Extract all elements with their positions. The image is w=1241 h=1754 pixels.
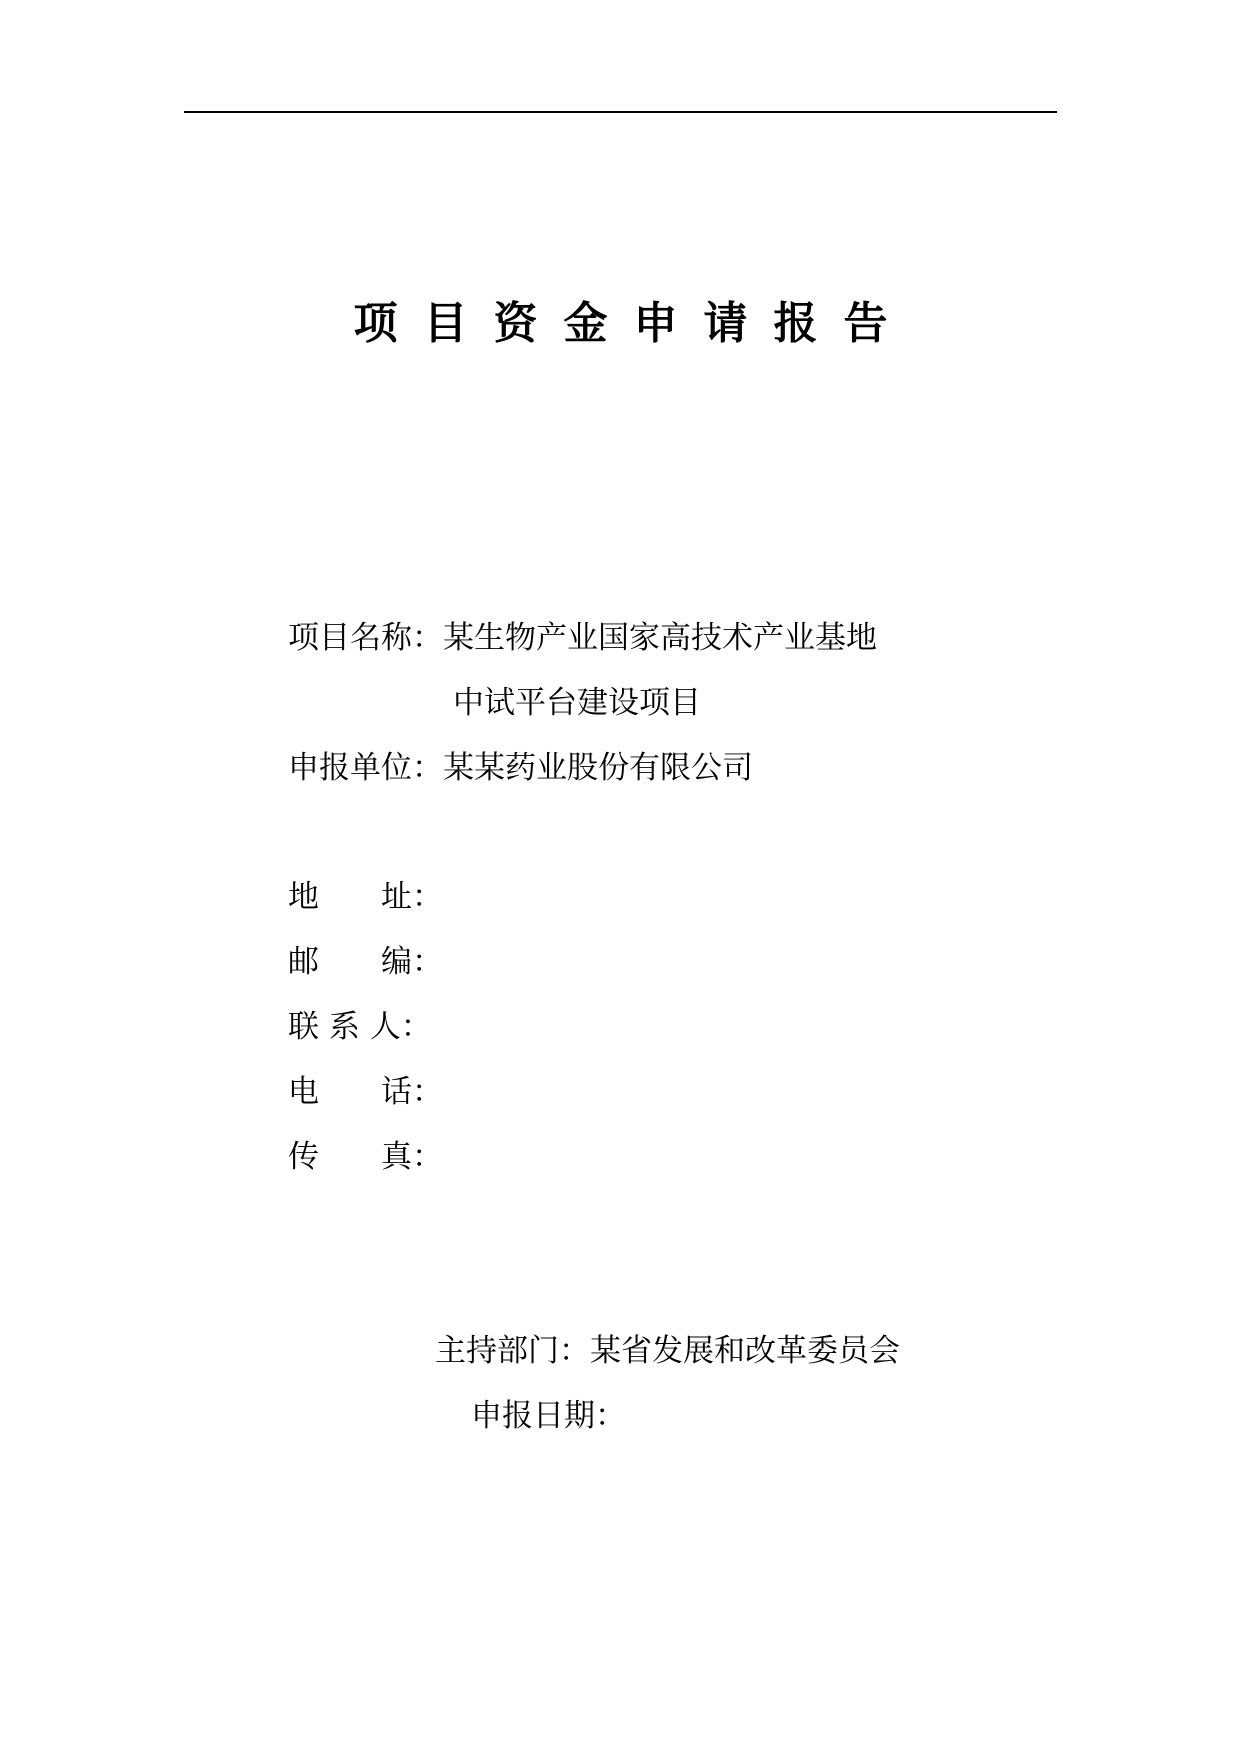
contact-person-row	[288, 1007, 432, 1047]
department-label: 主持部门：	[435, 1333, 590, 1369]
phone-label: 电 话：	[288, 1074, 443, 1110]
applicant-label: 申报单位：	[288, 750, 443, 786]
department-value: 某省发展和改革委员会	[590, 1333, 900, 1369]
fax-row	[288, 1137, 443, 1177]
date-label: 申报日期：	[471, 1398, 626, 1434]
project-name-row	[288, 618, 877, 658]
postcode-row	[288, 942, 443, 982]
header-rule	[184, 111, 1057, 113]
project-name-value-line2: 中试平台建设项目	[453, 685, 701, 721]
project-name-label: 项目名称：	[288, 620, 443, 656]
applicant-row	[288, 748, 753, 788]
postcode-label: 邮 编：	[288, 944, 443, 980]
address-label: 地 址：	[288, 879, 443, 915]
phone-row	[288, 1072, 443, 1112]
contact-person-label: 联 系 人：	[288, 1009, 432, 1045]
date-row	[471, 1396, 626, 1436]
fax-label: 传 真：	[288, 1139, 443, 1175]
project-name-value-line1: 某生物产业国家高技术产业基地	[443, 620, 877, 656]
applicant-value: 某某药业股份有限公司	[443, 750, 753, 786]
project-name-continuation	[453, 683, 701, 723]
department-row	[435, 1331, 900, 1371]
document-title: 项目资金申请报告	[353, 298, 914, 349]
address-row	[288, 877, 443, 917]
